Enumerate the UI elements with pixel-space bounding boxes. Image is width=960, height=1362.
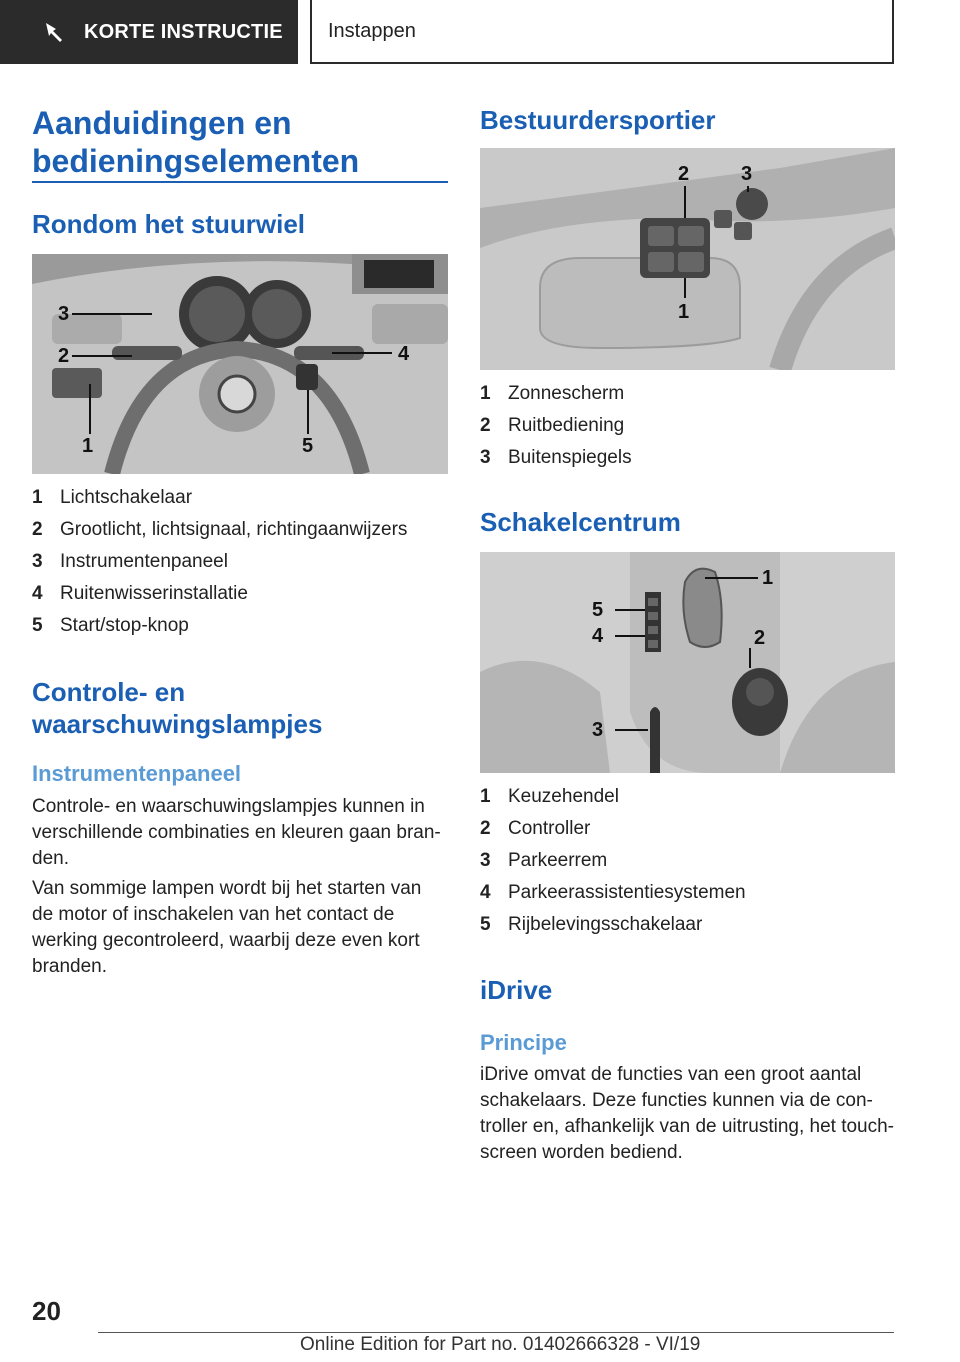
legend-item: 1 Zonnescherm: [480, 383, 625, 404]
legend-item: 4 Ruitenwisserinstallatie: [32, 583, 248, 604]
legend-item: 3 Buitenspiegels: [480, 447, 632, 468]
callout-1: 1: [762, 567, 774, 589]
paragraph-warning-lights-2: Van sommige lampen wordt bij het starten van de motor of inschakelen van het contact de werking gecontroleerd, waarbij deze even kort branden.: [32, 878, 422, 977]
paragraph-warning-lights-1: Controle- en waarschuwingslampjes kunnen in verschillende combinaties en kleuren gaan bran-den.: [32, 796, 441, 869]
legend-item: 4 Parkeerassistentiesystemen: [480, 882, 746, 903]
console-illustration: [480, 552, 895, 773]
driver-door-illustration: [480, 148, 895, 370]
callout-3: 3: [58, 303, 70, 325]
callout-4: 4: [398, 343, 410, 365]
footer-rule: [98, 1332, 894, 1333]
callout-2: 2: [678, 163, 690, 185]
page-number: 20: [32, 1296, 61, 1326]
chapter-tab-label: Instappen: [328, 19, 416, 42]
section-heading-idrive: iDrive: [480, 975, 553, 1005]
legend-item: 5 Rijbelevingsschakelaar: [480, 914, 703, 935]
legend-item: 2 Controller: [480, 818, 591, 839]
callout-1: 1: [82, 435, 94, 457]
legend-item: 2 Ruitbediening: [480, 415, 625, 436]
subheading-instrument-panel: Instrumentenpaneel: [32, 761, 242, 786]
callout-4: 4: [592, 625, 604, 647]
driver-door-figure: [480, 148, 895, 370]
section-heading-steering: Rondom het stuurwiel: [32, 209, 305, 239]
callout-5: 5: [592, 599, 604, 621]
steering-legend: [32, 482, 452, 642]
legend-item: 5 Start/stop-knop: [32, 615, 189, 636]
callout-3: 3: [592, 719, 604, 741]
section-heading-console: Schakelcentrum: [480, 507, 681, 537]
legend-item: 3 Instrumentenpaneel: [32, 551, 228, 572]
footer-edition: Online Edition for Part no. 01402666328 - VI/19: [300, 1334, 701, 1355]
callout-3: 3: [741, 163, 753, 185]
paragraph-idrive: iDrive omvat de functies van een groot aantal schakelaars. Deze functies kunnen via de con-troller en, afhankelijk van de uitrusting, het touch-screen worden bediend.: [480, 1064, 895, 1163]
legend-item: 1 Keuzehendel: [480, 786, 619, 807]
callout-1: 1: [678, 301, 690, 323]
callout-2: 2: [754, 627, 766, 649]
callout-5: 5: [302, 435, 314, 457]
legend-item: 3 Parkeerrem: [480, 850, 608, 871]
legend-item: 1 Lichtschakelaar: [32, 487, 193, 508]
chapter-tab: [310, 0, 894, 64]
section-heading-driver-door: Bestuurdersportier: [480, 105, 716, 135]
title-underline: [32, 181, 448, 183]
callout-2: 2: [58, 345, 70, 367]
steering-wheel-illustration: [32, 254, 448, 474]
section-tab-label: KORTE INSTRUCTIE: [84, 20, 283, 43]
quick-reference-icon: [42, 19, 68, 45]
console-figure: [480, 552, 895, 773]
section-tab: [0, 0, 298, 64]
legend-item: 2 Grootlicht, lichtsignaal, richtingaanwijzers: [32, 519, 408, 540]
section-heading-warning-lights: Controle- en waarschuwingslampjes: [32, 677, 323, 739]
driver-door-legend: [480, 378, 900, 474]
subheading-principle: Principe: [480, 1030, 567, 1055]
console-legend: [480, 781, 900, 941]
page-title: Aanduidingen en bedieningselementen: [32, 105, 360, 179]
steering-wheel-figure: [32, 254, 448, 474]
